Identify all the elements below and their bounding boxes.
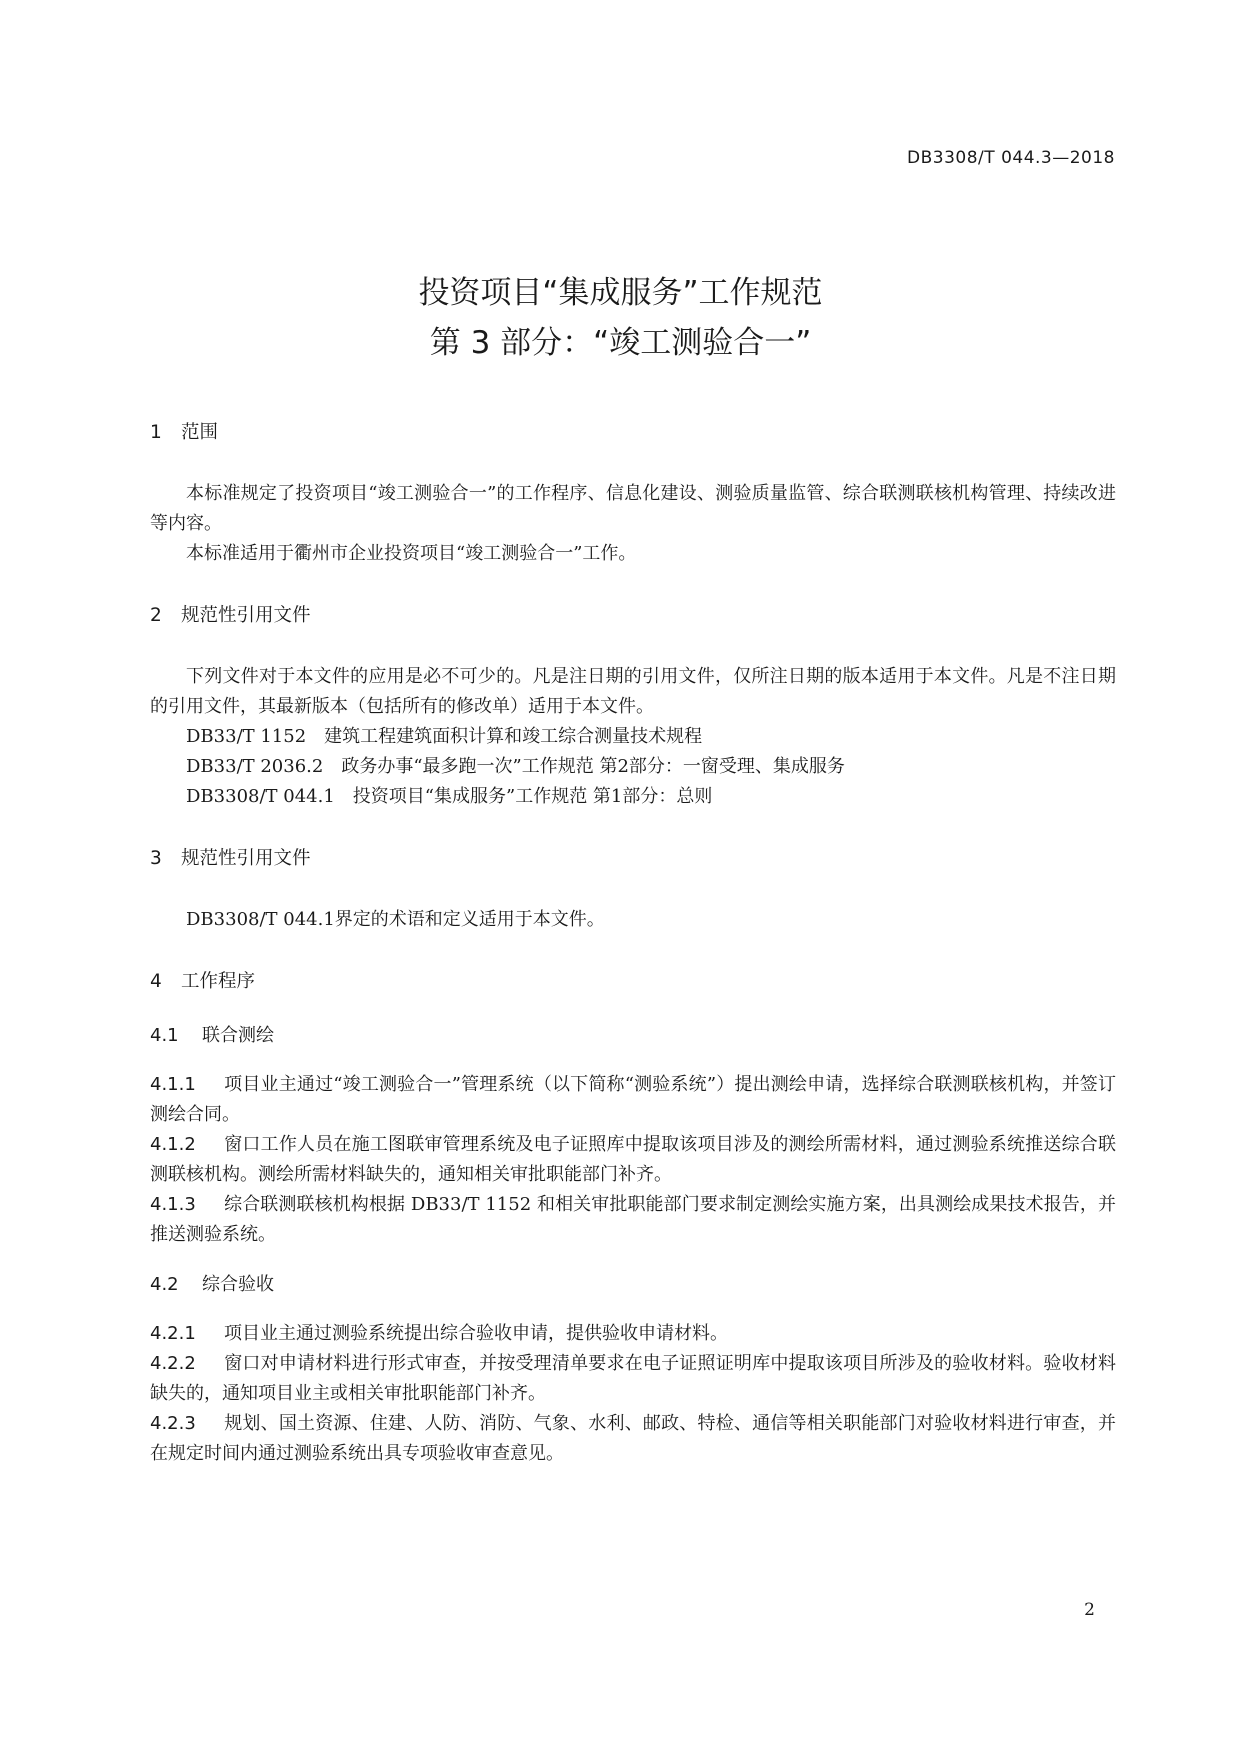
clause-text: 规划、国土资源、住建、人防、消防、气象、水利、邮政、特检、通信等相关职能部门对验收材料进行审查，并在规定时间内通过测验系统出具专项验收审查意见。	[150, 1413, 1116, 1464]
clause-number: 4.1.2	[150, 1134, 196, 1155]
title-line-1: 投资项目“集成服务”工作规范	[418, 275, 823, 311]
clause-text: 窗口工作人员在施工图联审管理系统及电子证照库中提取该项目涉及的测绘所需材料，通过测验系统推送综合联测联核机构。测绘所需材料缺失的，通知相关审批职能部门补齐。	[150, 1134, 1116, 1185]
section-number: 3	[150, 848, 162, 869]
section-title: 规范性引用文件	[181, 605, 311, 626]
paragraph: DB3308/T 044.1界定的术语和定义适用于本文件。	[186, 909, 605, 930]
subsection-number: 4.2	[150, 1274, 179, 1295]
subsection-4-2-heading	[150, 1270, 1116, 1300]
clause-4-1-3	[150, 1190, 1116, 1250]
section-number: 4	[150, 971, 162, 992]
reference-item: DB33/T 2036.2 政务办事“最多跑一次”工作规范 第2部分：一窗受理、集成服务	[186, 756, 845, 777]
document-body	[150, 418, 1116, 1469]
clause-text: 综合联测联核机构根据 DB33/T 1152 和相关审批职能部门要求制定测绘实施方案，出具测绘成果技术报告，并推送测验系统。	[150, 1194, 1116, 1245]
paragraph: 本标准规定了投资项目“竣工测验合一”的工作程序、信息化建设、测验质量监管、综合联测联核机构管理、持续改进等内容。	[150, 483, 1116, 534]
reference-item: DB3308/T 044.1 投资项目“集成服务”工作规范 第1部分：总则	[186, 786, 713, 807]
page-number: 2	[1084, 1600, 1095, 1620]
clause-4-1-1	[150, 1070, 1116, 1130]
section-4-heading	[150, 967, 1116, 997]
section-number: 1	[150, 422, 162, 443]
subsection-title: 综合验收	[202, 1274, 274, 1295]
section-title: 规范性引用文件	[181, 848, 311, 869]
clause-number: 4.1.3	[150, 1194, 196, 1215]
clause-text: 窗口对申请材料进行形式审查，并按受理清单要求在电子证照证明库中提取该项目所涉及的验收材料。验收材料缺失的，通知项目业主或相关审批职能部门补齐。	[150, 1353, 1116, 1404]
paragraph: 下列文件对于本文件的应用是必不可少的。凡是注日期的引用文件，仅所注日期的版本适用于本文件。凡是不注日期的引用文件，其最新版本（包括所有的修改单）适用于本文件。	[150, 666, 1116, 717]
section-3-heading	[150, 844, 1116, 874]
clause-4-2-1	[150, 1319, 1116, 1349]
document-code: DB3308/T 044.3—2018	[907, 148, 1115, 168]
subsection-number: 4.1	[150, 1025, 179, 1046]
section-title: 工作程序	[181, 971, 256, 992]
section-title: 范围	[181, 422, 219, 443]
clause-text: 项目业主通过测验系统提出综合验收申请，提供验收申请材料。	[224, 1323, 728, 1344]
section-1-heading	[150, 418, 1116, 448]
section-number: 2	[150, 605, 162, 626]
clause-number: 4.2.1	[150, 1323, 196, 1344]
subsection-title: 联合测绘	[202, 1025, 274, 1046]
clause-number: 4.1.1	[150, 1074, 196, 1095]
clause-number: 4.2.3	[150, 1413, 196, 1434]
clause-4-1-2	[150, 1130, 1116, 1190]
clause-4-2-2	[150, 1349, 1116, 1409]
title-line-2: 第 3 部分：“竣工测验合一”	[429, 325, 812, 361]
subsection-4-1-heading	[150, 1021, 1116, 1051]
clause-number: 4.2.2	[150, 1353, 196, 1374]
clause-text: 项目业主通过“竣工测验合一”管理系统（以下简称“测验系统”）提出测绘申请，选择综合联测联核机构，并签订测绘合同。	[150, 1074, 1116, 1125]
clause-4-2-3	[150, 1409, 1116, 1469]
paragraph: 本标准适用于衢州市企业投资项目“竣工测验合一”工作。	[186, 543, 637, 564]
section-2-heading	[150, 601, 1116, 631]
document-title	[0, 268, 1241, 368]
reference-item: DB33/T 1152 建筑工程建筑面积计算和竣工综合测量技术规程	[186, 726, 703, 747]
